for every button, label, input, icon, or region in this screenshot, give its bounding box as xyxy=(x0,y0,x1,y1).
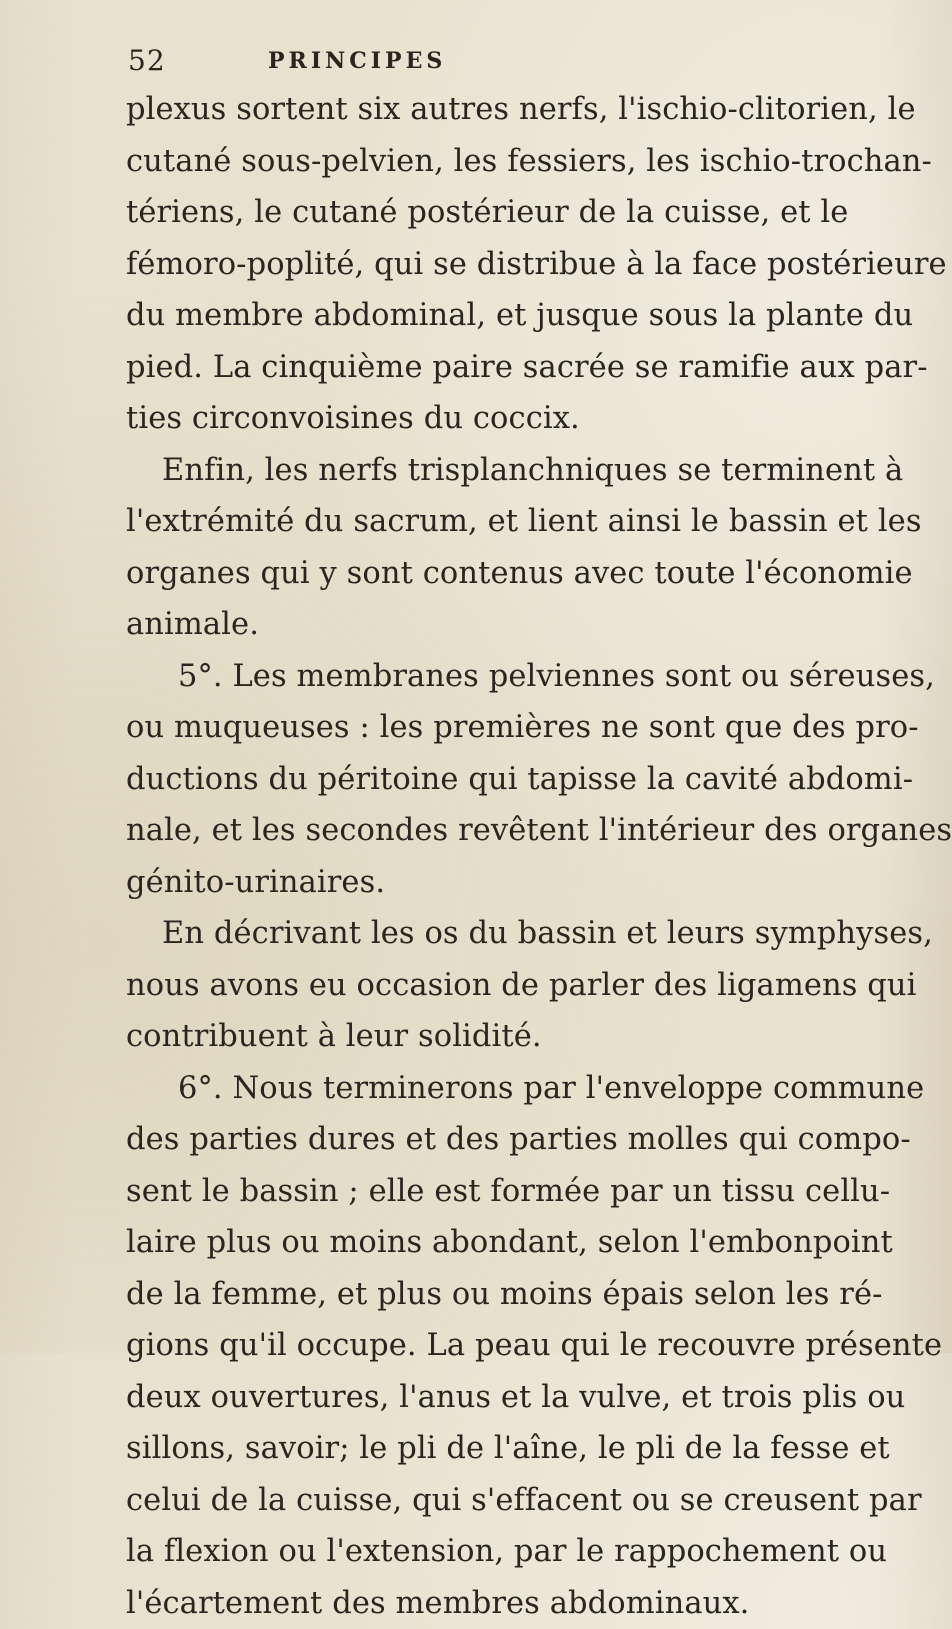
text-line: génito-urinaires. xyxy=(126,857,806,909)
text-line: l'extrémité du sacrum, et lient ainsi le bassin et les xyxy=(126,496,806,548)
paragraph-start: 5°. Les membranes pelviennes sont ou séreuses, xyxy=(126,651,806,703)
paragraph-start: 6°. Nous terminerons par l'enveloppe commune xyxy=(126,1063,806,1115)
paragraph-start: En décrivant les os du bassin et leurs symphyses, xyxy=(126,908,806,960)
running-title: PRINCIPES xyxy=(268,48,446,74)
text-line: sillons, savoir; le pli de l'aîne, le pli de la fesse et xyxy=(126,1423,806,1475)
text-line: la flexion ou l'extension, par le rappochement ou xyxy=(126,1526,806,1578)
text-line: fémoro-poplité, qui se distribue à la face postérieure xyxy=(126,239,806,291)
text-line: ductions du péritoine qui tapisse la cavité abdomi- xyxy=(126,754,806,806)
paragraph-start: Enfin, les nerfs trisplanchniques se terminent à xyxy=(126,445,806,497)
text-line: celui de la cuisse, qui s'effacent ou se creusent par xyxy=(126,1475,806,1527)
text-line: organes qui y sont contenus avec toute l'économie xyxy=(126,548,806,600)
page-number: 52 xyxy=(128,44,166,77)
text-line: pied. La cinquième paire sacrée se ramifie aux par- xyxy=(126,342,806,394)
text-line: animale. xyxy=(126,599,806,651)
text-line: deux ouvertures, l'anus et la vulve, et trois plis ou xyxy=(126,1372,806,1424)
text-line: gions qu'il occupe. La peau qui le recouvre présente xyxy=(126,1320,806,1372)
text-line: laire plus ou moins abondant, selon l'embonpoint xyxy=(126,1217,806,1269)
text-line: ou muqueuses : les premières ne sont que des pro- xyxy=(126,702,806,754)
text-line: sent le bassin ; elle est formée par un tissu cellu- xyxy=(126,1166,806,1218)
text-line: des parties dures et des parties molles qui compo- xyxy=(126,1114,806,1166)
text-line: l'écartement des membres abdominaux. xyxy=(126,1578,806,1629)
text-line: nale, et les secondes revêtent l'intérieur des organes xyxy=(126,805,806,857)
text-line: tériens, le cutané postérieur de la cuisse, et le xyxy=(126,187,806,239)
text-line: cutané sous-pelvien, les fessiers, les ischio-trochan- xyxy=(126,136,806,188)
text-line: du membre abdominal, et jusque sous la plante du xyxy=(126,290,806,342)
running-head xyxy=(128,44,728,84)
text-line: plexus sortent six autres nerfs, l'ischio-clitorien, le xyxy=(126,84,806,136)
text-line: de la femme, et plus ou moins épais selon les ré- xyxy=(126,1269,806,1321)
text-line: ties circonvoisines du coccix. xyxy=(126,393,806,445)
body-text xyxy=(126,84,806,1629)
text-line: nous avons eu occasion de parler des ligamens qui xyxy=(126,960,806,1012)
text-line: contribuent à leur solidité. xyxy=(126,1011,806,1063)
